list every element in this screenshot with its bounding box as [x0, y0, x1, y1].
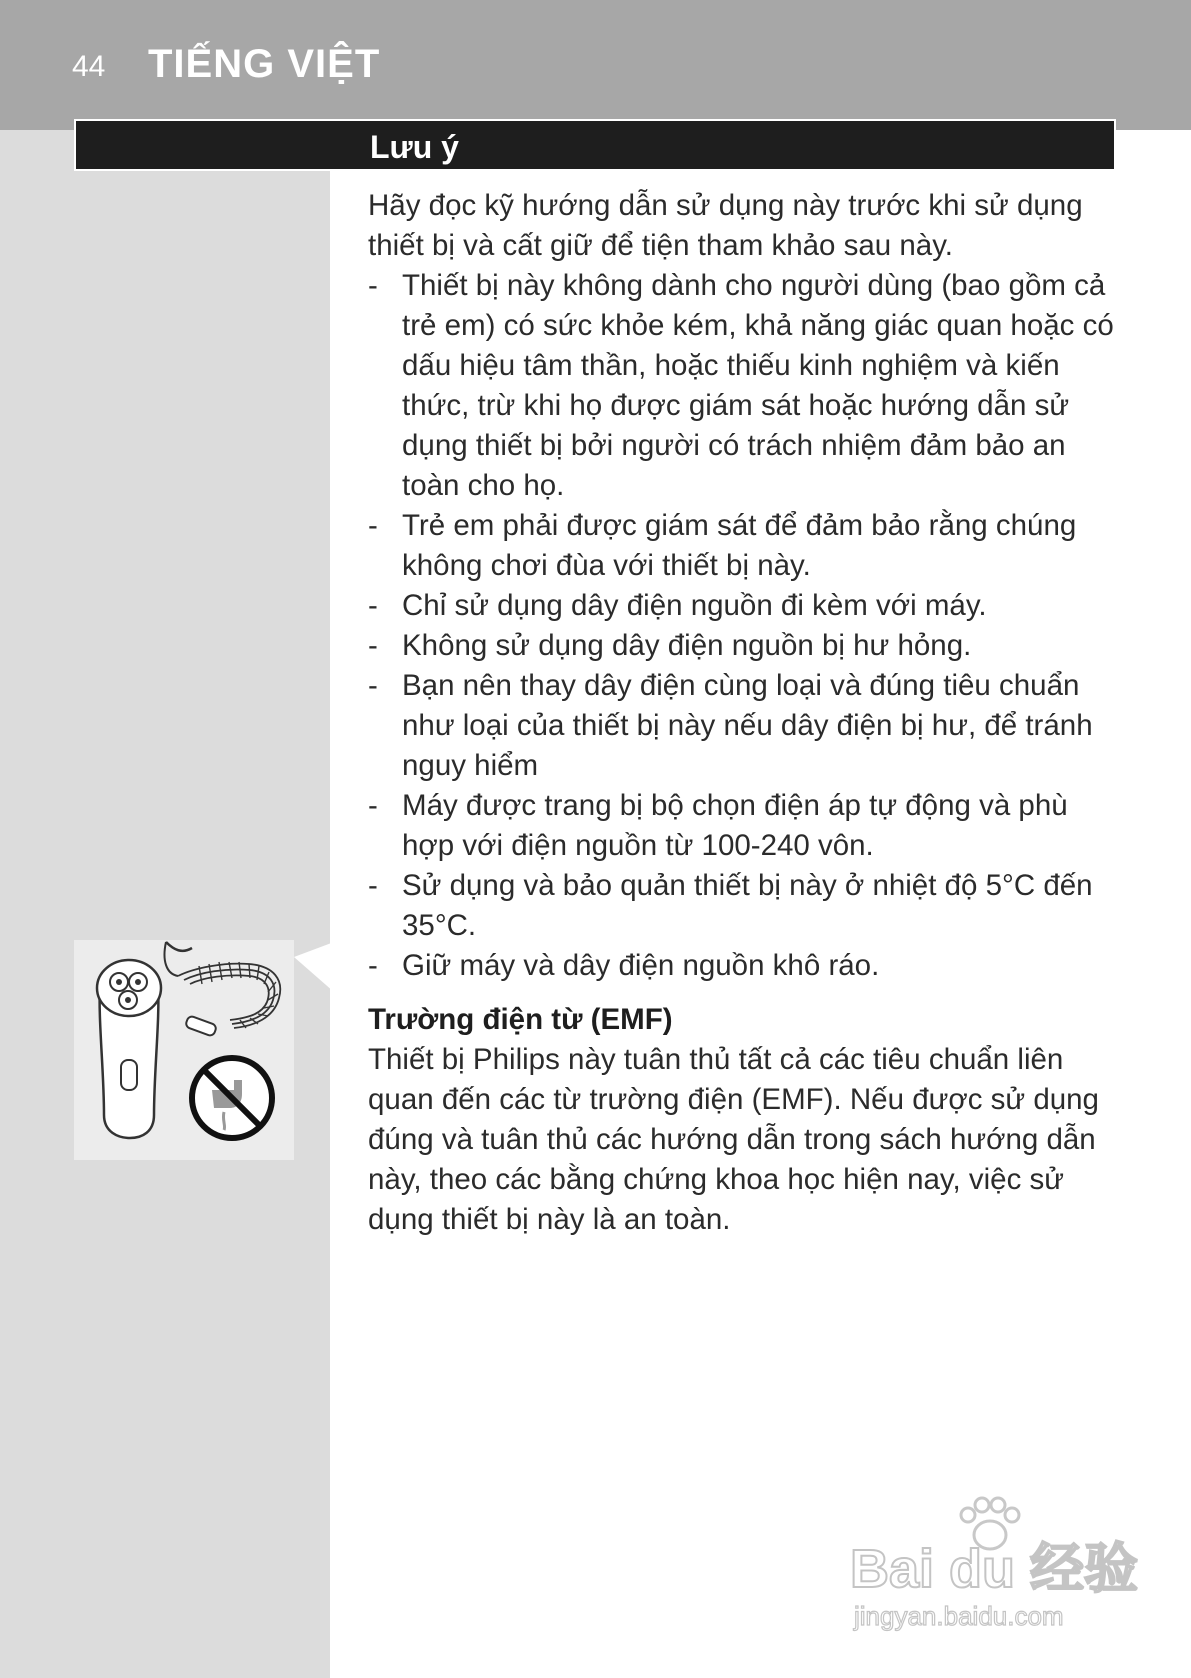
header-band — [0, 0, 1191, 130]
bullet-marker: - — [368, 669, 378, 702]
bullet-marker: - — [368, 949, 378, 982]
section-title: Lưu ý — [370, 129, 459, 165]
bullet-marker: - — [368, 629, 378, 662]
bullet-marker: - — [368, 589, 378, 622]
list-item-text: Bạn nên thay dây điện cùng loại và đúng tiêu chuẩn như loại của thiết bị này nếu dây điện bị hư, để tránh nguy hiểm — [402, 669, 1093, 782]
list-item-text: Trẻ em phải được giám sát để đảm bảo rằng chúng không chơi đùa với thiết bị này. — [402, 509, 1077, 582]
page-number: 44 — [72, 50, 106, 83]
list-item — [368, 266, 1120, 506]
baidu-paw-logo — [840, 1495, 1140, 1635]
list-item-text: Máy được trang bị bộ chọn điện áp tự động và phù hợp với điện nguồn từ 100-240 vôn. — [402, 789, 1068, 862]
list-item — [368, 666, 1120, 786]
shaver-no-water-icon — [74, 940, 294, 1160]
list-item-text: Chỉ sử dụng dây điện nguồn đi kèm với máy. — [402, 589, 987, 622]
bullet-marker: - — [368, 789, 378, 822]
bullet-marker: - — [368, 509, 378, 542]
pointer-arrow — [294, 942, 334, 992]
watermark-url: jingyan.baidu.com — [854, 1601, 1064, 1631]
emf-heading: Trường điện từ (EMF) — [368, 1003, 673, 1036]
list-item-text: Giữ máy và dây điện nguồn khô ráo. — [402, 949, 880, 982]
left-column — [0, 130, 330, 1678]
list-item — [368, 586, 1120, 626]
list-item — [368, 866, 1120, 946]
list-item — [368, 786, 1120, 866]
bullet-marker: - — [368, 269, 378, 302]
language-title: TIẾNG VIỆT — [148, 42, 381, 86]
section-bar — [74, 119, 1116, 171]
watermark-logo-text: Bai du 经验 — [850, 1539, 1139, 1599]
list-item — [368, 946, 1120, 986]
list-item-text: Không sử dụng dây điện nguồn bị hư hỏng. — [402, 629, 972, 662]
bullet-marker: - — [368, 869, 378, 902]
list-item-text: Thiết bị này không dành cho người dùng (bao gồm cả trẻ em) có sức khỏe kém, khả năng giác quan hoặc có dấu hiệu tâm thần, hoặc thiếu kinh nghiệm và kiến thức, trừ khi họ được giám sát hoặc hướng dẫn sử dụng thiết bị bởi người có trách nhiệm đảm bảo an toàn cho họ. — [402, 269, 1114, 502]
main-content — [368, 186, 1120, 1240]
bullet-list — [368, 266, 1120, 986]
list-item — [368, 506, 1120, 586]
list-item-text: Sử dụng và bảo quản thiết bị này ở nhiệt độ 5°C đến 35°C. — [402, 869, 1093, 942]
intro-paragraph: Hãy đọc kỹ hướng dẫn sử dụng này trước khi sử dụng thiết bị và cất giữ để tiện tham khảo sau này. — [368, 189, 1083, 262]
list-item — [368, 626, 1120, 666]
emf-paragraph: Thiết bị Philips này tuân thủ tất cả các tiêu chuẩn liên quan đến các từ trường điện (EMF). Nếu được sử dụng đúng và tuân thủ các hướng dẫn trong sách hướng dẫn này, theo các bằng chứng khoa học hiện nay, việc sử dụng thiết bị này là an toàn. — [368, 1043, 1099, 1236]
shaver-illustration — [74, 940, 294, 1160]
watermark — [840, 1495, 1140, 1635]
